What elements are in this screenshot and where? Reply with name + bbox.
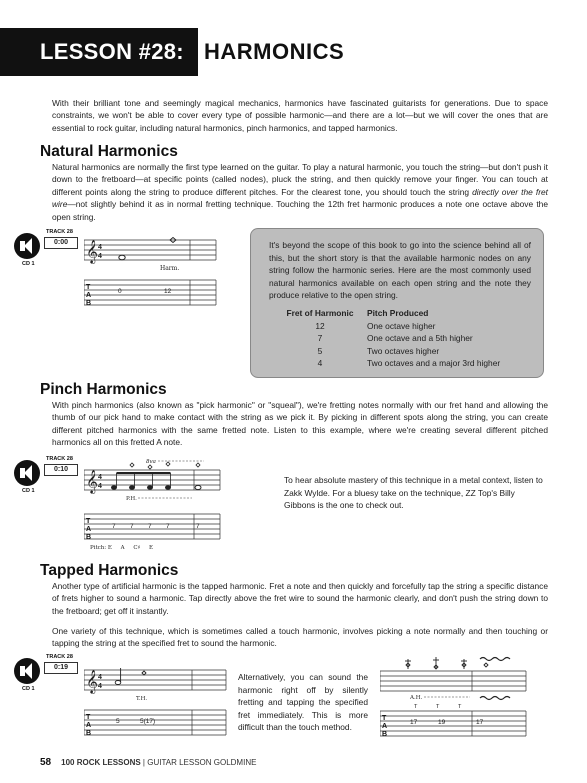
harmonic-series-callout [250,228,544,378]
svg-text:T: T [86,284,91,291]
svg-text:4: 4 [98,683,102,690]
tapped-harmonics-side-note: Alternatively, you can sound the harmonic right off by silently fretting and tapping the specified fret immediately. This is more difficult than the touch method. [238,672,368,733]
audio-track-pinch[interactable] [14,456,86,500]
speaker-icon [14,460,40,486]
svg-text:T: T [414,704,418,710]
svg-text:5(17): 5(17) [140,718,156,725]
page-footer [40,757,256,768]
series-title: | GUITAR LESSON GOLDMINE [140,758,257,767]
audio-track-natural[interactable] [14,229,86,273]
cd-label: CD 1 [22,686,35,692]
cd-label: CD 1 [22,261,35,267]
intro-paragraph: With their brilliant tone and seemingly magical mechanics, harmonics have fascinated guitarists for generations. Due to space constraints, we won't be able to cover every type of possible harmonic—and there are a lot—but we will cover the ones that are essential to rock guitar, including natural harmonics, pinch harmonics, and tapped harmonics. [52,98,548,133]
tapped-harmonics-notation-2 [380,655,528,745]
harmonics-table: Fret of Harmonic Pitch Produced 12 One octave higher 7 One octave and a 5th higher 5 Two octaves higher 4 Two octaves and a major 3rd higher [279,307,500,370]
svg-text:T: T [86,518,91,525]
svg-text:T: T [86,714,91,721]
svg-text:4: 4 [98,474,102,481]
natural-harmonics-title: Natural Harmonics [40,143,178,160]
track-time: 0:19 [44,662,78,674]
vibrato-icon [480,697,510,700]
svg-text:7: 7 [148,523,152,530]
svg-text:T: T [436,704,440,710]
svg-text:4: 4 [98,674,102,681]
audio-track-tapped[interactable] [14,654,86,698]
pinch-harmonics-notation [84,456,222,552]
table-row: 5 Two octaves higher [317,345,440,356]
track-time: 0:10 [44,464,78,476]
svg-text:7: 7 [196,523,200,530]
table-row: 4 Two octaves and a major 3rd higher [317,358,501,369]
pinch-harmonics-paragraph: With pinch harmonics (also known as "pick harmonic" or "squeal"), we're fretting notes normally with our fret hand and allowing the thumb of our pick hand to make contact with the string as we pick it. By picking in different spots along the string, you can create different pitched harmonics with the same fretted note. Listen to this example, where we're creating several different pitched harmonics all on this fretted A note. [52,400,548,448]
treble-clef-icon: 𝄞 [86,239,98,263]
natural-harmonics-paragraph: Natural harmonics are normally the first type learned on the guitar. To play a natural harmonic, you touch the string—but don't push it down to the fretboard—at specific points (called nodes), pluck the string, and then quickly remove your finger. You can touch at different points along the string to produce different pitches. For the clearest tone, you should touch the string directly over the fret wire—not slightly behind it as in normal fretting technique. Touching the 12th fret harmonic produces a note one octave above the open string. [52,162,548,222]
svg-text:4: 4 [98,253,102,260]
svg-text:Pitch: E A C♯ E: Pitch: E A C♯ E [90,545,153,551]
tapped-harmonics-title: Tapped Harmonics [40,562,179,579]
lesson-topic: HARMONICS [204,39,345,64]
svg-text:A: A [382,723,388,730]
treble-clef-icon: 𝄞 [86,469,98,493]
track-label: TRACK 28 [46,456,73,462]
svg-text:Harm.: Harm. [160,265,180,272]
track-label: TRACK 28 [46,654,73,660]
svg-text:0: 0 [118,288,122,295]
table-row: 12 One octave higher [315,320,436,331]
svg-text:T.H.: T.H. [136,696,148,702]
svg-text:5: 5 [116,718,120,725]
callout-text: It's beyond the scope of this book to go into the science behind all of this, but the short story is that the available harmonic nodes on any string follow the harmonic series. Here are the most commonly used natural harmonics available on each open string and the note they produce relative to the open string. [269,240,531,301]
pinch-harmonics-title: Pinch Harmonics [40,381,167,398]
svg-text:T: T [458,704,462,710]
svg-text:4: 4 [98,244,102,251]
svg-text:4: 4 [98,483,102,490]
svg-text:A: A [86,526,92,533]
svg-text:7: 7 [166,523,170,530]
svg-text:7: 7 [112,523,116,530]
svg-text:8va: 8va [146,459,156,465]
svg-text:B: B [86,730,92,737]
svg-text:19: 19 [438,719,446,726]
tapped-harmonics-notation-1 [84,664,228,744]
svg-text:P.H.: P.H. [126,496,137,502]
treble-clef-icon: 𝄞 [86,669,98,693]
book-title: 100 ROCK LESSONS [61,758,141,767]
speaker-icon [14,233,40,259]
svg-text:7: 7 [130,523,134,530]
svg-text:17: 17 [476,719,484,726]
svg-text:B: B [86,300,92,307]
svg-text:12: 12 [164,288,172,295]
svg-text:A: A [86,722,92,729]
tapped-harmonics-paragraph-2: One variety of this technique, which is sometimes called a touch harmonic, involves picking a note normally and then touching or tapping the string at the specified fret to sound the harmonic. [52,626,548,649]
vibrato-icon [480,658,510,661]
lesson-number: LESSON #28: [40,39,184,64]
svg-text:A.H.: A.H. [410,695,423,701]
track-label: TRACK 28 [46,229,73,235]
svg-text:17: 17 [410,719,418,726]
page-number: 58 [40,757,52,768]
table-row: 7 One octave and a 5th higher [317,333,473,344]
track-time: 0:00 [44,237,78,249]
tapped-harmonics-paragraph-1: Another type of artificial harmonic is the tapped harmonic. Fret a note and then quickly and forcefully tap the string a specific distance of frets higher to sound a harmonic. Tap directly above the fret wire to sound the harmonic clearly, and don't push the string down to the fretboard; get off it instantly. [52,581,548,616]
pinch-harmonics-note: To hear absolute mastery of this technique in a metal context, listen to Zakk Wylde. For a bluesy take on the technique, ZZ Top's Billy Gibbons is the one to check out. [284,475,543,511]
svg-text:B: B [382,731,388,738]
svg-text:B: B [86,534,92,541]
svg-text:A: A [86,292,92,299]
svg-text:T: T [382,715,387,722]
cd-label: CD 1 [22,488,35,494]
natural-harmonics-notation [84,234,218,316]
speaker-icon [14,658,40,684]
